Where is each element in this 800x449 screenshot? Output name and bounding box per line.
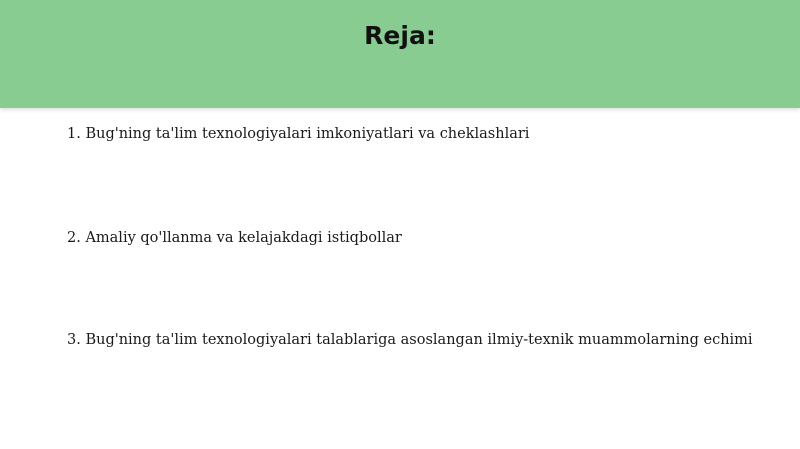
plan-item-1: 1. Bug'ning ta'lim texnologiyalari imkoniyatlari va cheklashlari	[67, 126, 530, 142]
plan-item-2: 2. Amaliy qo'llanma va kelajakdagi istiqbollar	[67, 230, 402, 246]
slide-title: Reja:	[364, 21, 436, 50]
title-band	[0, 0, 800, 108]
plan-item-3: 3. Bug'ning ta'lim texnologiyalari talablariga asoslangan ilmiy-texnik muammolarning echimi	[67, 332, 753, 348]
